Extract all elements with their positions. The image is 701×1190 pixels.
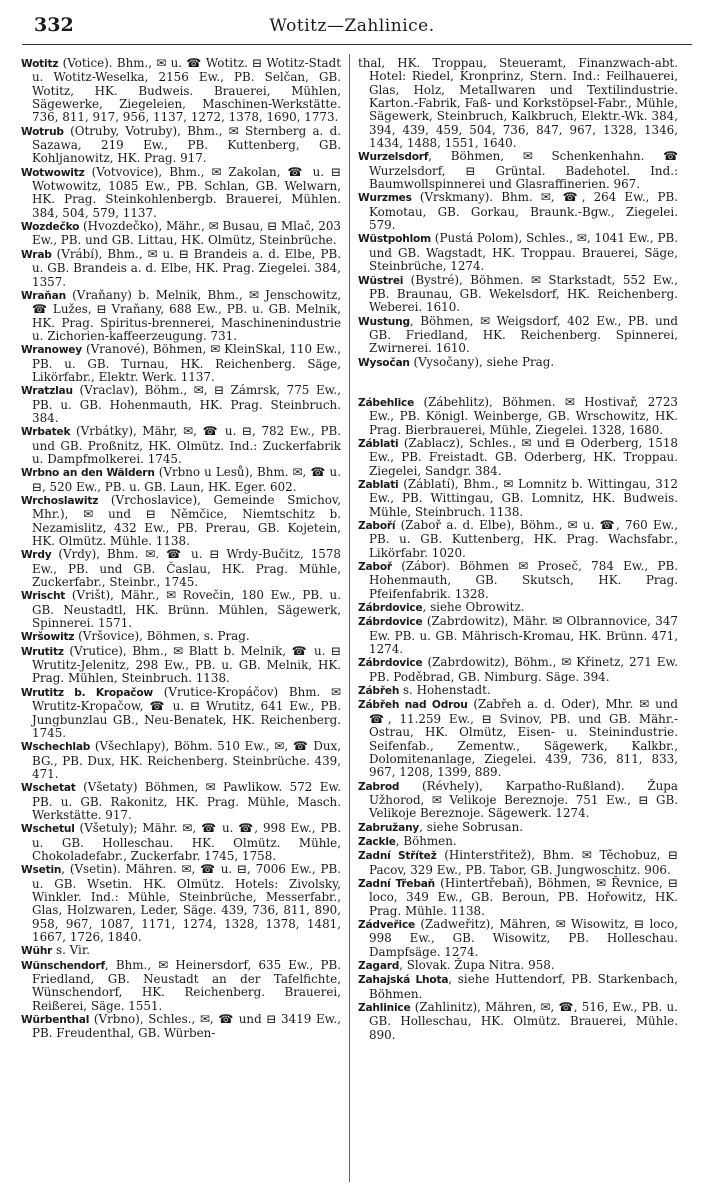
gazetteer-entry bbox=[21, 343, 341, 384]
gazetteer-entry bbox=[21, 1013, 341, 1041]
page-header bbox=[32, 14, 672, 40]
entry-text: (Záblatí), Bhm., ✉ Lomnitz b. Wittingau, 312 Ew., PB. Wittingau, GB. Lomnitz, HK. Budweis. Mühle, Steinbruch. 1138. bbox=[369, 476, 678, 519]
gazetteer-entry bbox=[21, 630, 341, 644]
entry-headword: Zadní Střítež bbox=[358, 850, 437, 863]
entry-text: (Votice). Bhm., ✉ u. ☎ Wotitz. ⊟ Wotitz-Stadt u. Wotitz-Weselka, 2156 Ew., PB. Selčan, GB. Wotitz, HK. Budweis. Brauerei, Mühlen, Sägewerke, Ziegeleien, Maschinen-Werkstätte. 736, 811, 917, 956, 1137, 1272, 1378, 1690, 1773. bbox=[32, 56, 341, 125]
gazetteer-entry bbox=[358, 560, 678, 601]
entry-text: (Vrutice), Bhm., ✉ Blatt b. Melnik, ☎ u. ⊟ Wrutitz-Jelenitz, 298 Ew., PB. u. GB. Melnik, HK. Prag. Mühlen, Steinbruch. 1138. bbox=[32, 643, 341, 686]
entry-text: s. Hohenstadt. bbox=[399, 683, 491, 698]
entry-text: (Zaboř a. d. Elbe), Böhm., ✉ u. ☎, 760 Ew., PB. u. GB. Kuttenberg, HK. Prag. Wachsfabr., Likörfabr. 1020. bbox=[369, 518, 678, 560]
gazetteer-entry bbox=[21, 289, 341, 343]
entry-headword: Wünschendorf bbox=[21, 959, 105, 972]
entry-headword: Zaboř bbox=[358, 561, 392, 574]
entry-headword: Wranowey bbox=[21, 344, 82, 357]
gazetteer-entry bbox=[21, 125, 341, 166]
entry-headword: Wrutitz b. Kropačow bbox=[21, 686, 154, 699]
entry-headword: Wrdy bbox=[21, 549, 52, 562]
entry-text: (Révhely), Karpatho-Rußland). Župa Užhorod, ✉ Velikoje Bereznoje. 751 Ew., ⊟ GB. Velikoje Bereznoje. Sägewerk. 1274. bbox=[369, 778, 678, 821]
entry-text: (Vrdy), Bhm. ✉. ☎ u. ⊟ Wrdy-Bučitz, 1578 Ew., PB. und GB. Časlau, HK. Prag. Mühle, Zuckerfabr., Steinbr., 1745. bbox=[32, 547, 341, 590]
gazetteer-entry bbox=[358, 232, 678, 273]
gazetteer-entry bbox=[358, 57, 678, 150]
gazetteer-entry bbox=[358, 918, 678, 959]
entry-headword: Wysočan bbox=[358, 356, 410, 369]
entry-headword: Zahajská Lhota bbox=[358, 974, 449, 987]
gazetteer-entry bbox=[358, 615, 678, 656]
gazetteer-entry bbox=[21, 384, 341, 425]
entry-headword: Wršowitz bbox=[21, 631, 75, 644]
gazetteer-entry bbox=[21, 645, 341, 686]
gazetteer-entry bbox=[358, 877, 678, 918]
entry-text: (Vrskmany). Bhm. ✉, ☎, 264 Ew., PB. Komotau, GB. Gorkau, Braunk.-Bgw., Ziegelei. 579. bbox=[369, 190, 678, 233]
entry-headword: Zaboří bbox=[358, 520, 396, 532]
entry-text: (Zabrdowitz), Böhm., ✉ Křinetz, 271 Ew. PB. Poděbrad, GB. Nimburg. Säge. 394. bbox=[369, 655, 678, 684]
right-column bbox=[358, 57, 678, 1042]
column-divider bbox=[349, 54, 350, 1182]
entry-headword: Wozdečko bbox=[21, 221, 80, 234]
entry-text: (Zabrdowitz), Mähr. ✉ Olbrannovice, 347 Ew. PB. u. GB. Mährisch-Kromau, HK. Brünn. 471, 1274. bbox=[369, 614, 678, 657]
entry-headword: Wschetat bbox=[21, 782, 76, 795]
gazetteer-entry bbox=[21, 166, 341, 220]
gazetteer-entry bbox=[358, 478, 678, 519]
entry-headword: Wraňan bbox=[21, 289, 66, 302]
entry-headword: Wratzlau bbox=[21, 385, 73, 398]
entry-text: (Všetuly); Mähr. ✉, ☎ u. ☎, 998 Ew., PB. u. GB. Holleschau. HK. Olmütz. Mühle, Chokoladefabr., Zuckerfabr. 1745, 1758. bbox=[32, 821, 341, 863]
gazetteer-entry bbox=[358, 959, 678, 973]
entry-headword: Wsetin bbox=[21, 864, 62, 877]
entry-headword: Wrutitz bbox=[21, 645, 64, 658]
entry-headword: Wüstpohlom bbox=[358, 233, 431, 246]
entry-headword: Wrbatek bbox=[21, 426, 71, 439]
entry-text: (Vrbno u Lesů), Bhm. ✉, ☎ u. ⊟, 520 Ew., PB. u. GB. Laun, HK. Eger. 602. bbox=[32, 465, 341, 494]
gazetteer-entry bbox=[21, 822, 341, 863]
entry-headword: Wrbno an den Wäldern bbox=[21, 467, 155, 480]
entry-text: , siehe Obrowitz. bbox=[422, 600, 525, 615]
entry-text: (Zadweřitz), Mähren, ✉ Wisowitz, ⊟ loco, 998 Ew., GB. Wisowitz, PB. Holleschau. Dampfsäge. 1274. bbox=[369, 916, 678, 959]
entry-text: , Bhm., ✉ Heinersdorf, 635 Ew., PB. Friedland, GB. Neustadt an der Tafelfichte, Wünschendorf, HK. Reichenberg. Brauerei, Reißerei, Säge. 1551. bbox=[32, 957, 341, 1013]
gazetteer-entry bbox=[21, 781, 341, 822]
entry-headword: Zabrod bbox=[358, 780, 400, 793]
gazetteer-entry bbox=[358, 601, 678, 615]
gazetteer-entry bbox=[358, 356, 678, 370]
entry-headword: Wotwowitz bbox=[21, 166, 85, 179]
gazetteer-entry bbox=[358, 396, 678, 437]
entry-text: thal, HK. Troppau, Steueramt, Finanzwach-abt. Hotel: Riedel, Kronprinz, Stern. Ind.: Feilhauerei, Glas, Holz, Metallwaren und Textilindustrie. Karton.-Fabrik, Faß- und Korkstöpsel-Fabr., Mühle, Sägewerk, Steinbruch, Kalkbruch, Elektr.-Wk. 384, 394, 439, 459, 504, 736, 847, 967, 1328, 1346, 1434, 1488, 1551, 1640. bbox=[358, 56, 678, 151]
entry-text: (Zábehlitz), Böhmen. ✉ Hostivař, 2723 Ew., PB. Königl. Weinberge, GB. Wrschowitz, HK. Prag. Bierbrauerei, Mühle, Ziegelei. 1328, 1680. bbox=[369, 394, 678, 437]
entry-text: s. Vir. bbox=[52, 943, 90, 958]
gazetteer-entry bbox=[21, 57, 341, 125]
entry-text: , siehe Sobrusan. bbox=[419, 819, 524, 834]
gazetteer-entry bbox=[358, 684, 678, 698]
entry-text: (Zablacz), Schles., ✉ und ⊟ Oderberg, 1518 Ew., PB. Freistadt. GB. Oderberg, HK. Troppau. Ziegelei, Sandgr. 384. bbox=[369, 435, 678, 478]
gazetteer-entry bbox=[21, 863, 341, 944]
entry-headword: Wrab bbox=[21, 248, 52, 261]
entry-text: (Vrbátky), Mähr, ✉, ☎ u. ⊟, 782 Ew., PB. und GB. Proßnitz, HK. Olmütz. Ind.: Zuckerfabrik u. Dampfmolkerei. 1745. bbox=[32, 424, 341, 466]
left-column bbox=[21, 57, 341, 1041]
entry-text: (Hvozdečko), Mähr., ✉ Busau, ⊟ Mlač, 203 Ew., PB. und GB. Littau, HK. Olmütz, Steinbrüche. bbox=[32, 219, 341, 248]
entry-headword: Zackle bbox=[358, 835, 396, 848]
entry-headword: Zablati bbox=[358, 478, 399, 491]
entry-text: , Böhmen, ✉ Schenkenhahn. ☎ Wurzelsdorf, ⊟ Grüntal. Badehotel. Ind.: Baumwollspinnerei und Glasraffinerien. 967. bbox=[369, 149, 678, 192]
header-rule bbox=[22, 44, 692, 45]
gazetteer-entry bbox=[358, 191, 678, 232]
gazetteer-entry bbox=[21, 589, 341, 630]
entry-text: (Vranové), Böhmen, ✉ KleinSkal, 110 Ew., PB. u. GB. Turnau, HK. Reichenberg. Säge, Likörfabr., Elektr. Werk. 1137. bbox=[32, 342, 341, 384]
gazetteer-entry bbox=[21, 466, 341, 494]
gazetteer-entry bbox=[358, 698, 678, 779]
entry-text: (Vrchoslavice), Gemeinde Smichov, Mhr.), ✉ und ⊟ Němčice, Niemtschitz b. Nezamislitz, 432 Ew., PB. Prerau, GB. Kojetein, HK. Olmütz. Mühle. 1138. bbox=[32, 493, 341, 549]
gazetteer-entry bbox=[358, 849, 678, 877]
section-gap bbox=[358, 370, 678, 383]
gazetteer-entry bbox=[358, 780, 678, 821]
gazetteer-entry bbox=[358, 973, 678, 1001]
entry-text: (Pustá Polom), Schles., ✉, 1041 Ew., PB. und GB. Wagstadt, HK. Troppau. Brauerei, Säge, Steinbrüche, 1274. bbox=[369, 231, 678, 274]
entry-text: (Vrišt), Mähr., ✉ Rovečin, 180 Ew., PB. u. GB. Neustadtl, HK. Brünn. Mühlen, Sägewerk, Spinnerei. 1571. bbox=[32, 588, 341, 631]
entry-text: (Otruby, Votruby), Bhm., ✉ Sternberg a. d. Sazawa, 219 Ew., PB. Kuttenberg, GB. Kohljanowitz, HK. Prag. 917. bbox=[32, 123, 341, 166]
gazetteer-entry bbox=[358, 656, 678, 684]
page-number: 332 bbox=[34, 14, 74, 36]
entry-text: (Vysočany), siehe Prag. bbox=[409, 354, 555, 369]
entry-headword: Wotitz bbox=[21, 58, 59, 70]
entry-text: (Hinterstřitež), Bhm. ✉ Těchobuz, ⊟ Pacov, 329 Ew., PB. Tabor, GB. Jungwoschitz. 906. bbox=[369, 848, 678, 877]
gazetteer-entry bbox=[358, 519, 678, 560]
entry-text: (Vraňany) b. Melnik, Bhm., ✉ Jenschowitz, ☎ Lužes, ⊟ Vraňany, 688 Ew., PB. u. GB. Melnik, HK. Prag. Spiritus-brennerei, Maschinenindustrie u. Zichorien-kaffeerzeugung. 731. bbox=[32, 287, 341, 343]
gazetteer-entry bbox=[21, 220, 341, 248]
entry-headword: Wüstrei bbox=[358, 274, 404, 287]
entry-headword: Wurzelsdorf bbox=[358, 151, 429, 164]
gazetteer-entry bbox=[21, 425, 341, 466]
entry-headword: Wrchoslawitz bbox=[21, 495, 99, 507]
entry-text: (Vraclav), Böhm., ✉, ⊟ Zámrsk, 775 Ew., PB. u. GB. Hohenmauth, HK. Prag. Steinbruch. 384. bbox=[32, 383, 341, 425]
gazetteer-entry bbox=[358, 835, 678, 849]
gazetteer-entry bbox=[358, 150, 678, 191]
entry-text: (Všechlapy), Böhm. 510 Ew., ✉, ☎ Dux, BG., PB. Dux, HK. Reichenberg. Steinbrüche. 439, 471. bbox=[32, 739, 341, 781]
entry-headword: Zadní Třebaň bbox=[358, 877, 436, 890]
entry-headword: Wustung bbox=[358, 315, 410, 328]
entry-text: (Vršovice), Böhmen, s. Prag. bbox=[74, 629, 250, 644]
entry-headword: Zábrdovice bbox=[358, 616, 423, 629]
gazetteer-entry bbox=[358, 274, 678, 315]
entry-headword: Zábrdovice bbox=[358, 657, 423, 670]
entry-text: (Zabřeh a. d. Oder), Mhr. ✉ und ☎, 11.259 Ew., ⊟ Svinov, PB. und GB. Mähr.-Ostrau, HK. Olmütz, Eisen- u. Steinindustrie. Seifenfab., Zementw., Sägewerk, Kalkbr., Dolomitenanlage, Ziegelei. 439, 736, 811, 833, 967, 1208, 1399, 889. bbox=[369, 697, 678, 780]
entry-headword: Wrischt bbox=[21, 590, 66, 603]
entry-headword: Zahlinice bbox=[358, 1002, 411, 1015]
entry-text: (Vrbno), Schles., ✉, ☎ und ⊟ 3419 Ew., PB. Freudenthal, GB. Würben- bbox=[32, 1012, 341, 1041]
entry-headword: Würbenthal bbox=[21, 1014, 90, 1027]
entry-text: , Böhmen, ✉ Weigsdorf, 402 Ew., PB. und GB. Friedland, HK. Reichenberg. Spinnerei, Zwirnerei. 1610. bbox=[369, 313, 678, 356]
entry-text: , Slovak. Župa Nitra. 958. bbox=[399, 958, 555, 972]
entry-headword: Zábrdovice bbox=[358, 602, 423, 615]
entry-headword: Wurzmes bbox=[358, 192, 412, 205]
entry-headword: Zagard bbox=[358, 960, 400, 972]
entry-text: (Vrábí), Bhm., ✉ u. ⊟ Brandeis a. d. Elbe, PB. u. GB. Brandeis a. d. Elbe, HK. Prag. Ziegelei. 384, 1357. bbox=[32, 246, 341, 289]
entry-text: (Votvovice), Bhm., ✉ Zakolan, ☎ u. ⊟ Wotwowitz, 1085 Ew., PB. Schlan, GB. Welwarn, HK. Prag. Steinkohlenbergb. Brauerei, Mühlen. 384, 504, 579, 1137. bbox=[32, 164, 341, 220]
gazetteer-entry bbox=[21, 686, 341, 740]
entry-text: (Bystré), Böhmen. ✉ Starkstadt, 552 Ew., PB. Braunau, GB. Wekelsdorf, HK. Reichenberg. Weberei. 1610. bbox=[369, 272, 678, 315]
entry-headword: Wotrub bbox=[21, 125, 64, 138]
gazetteer-entry bbox=[21, 548, 341, 589]
entry-text: , Böhmen. bbox=[395, 833, 457, 848]
gazetteer-entry bbox=[21, 944, 341, 958]
entry-text: (Zábor). Böhmen ✉ Proseč, 784 Ew., PB. Hohenmauth, GB. Skutsch, HK. Prag. Pfeifenfabrik. 1328. bbox=[369, 559, 678, 601]
entry-headword: Wschetul bbox=[21, 823, 75, 836]
entry-text: (Zahlinitz), Mähren, ✉, ☎, 516, Ew., PB. u. GB. Holleschau, HK. Olmütz. Brauerei, Mühle. 890. bbox=[369, 1000, 678, 1042]
entry-text: , (Vsetin). Mähren. ✉, ☎ u. ⊟, 7006 Ew., PB. u. GB. Wsetin. HK. Olmütz. Hotels: Zivolsky, Winkler. Ind.: Mühle, Steinbrüche, Messerfabr., Glas, Holzwaren, Leder, Säge. 439, 736, 811, 890, 958, 967, 1087, 1171, 1274, 1328, 1378, 1481, 1667, 1726, 1840. bbox=[32, 862, 341, 944]
gazetteer-entry bbox=[21, 248, 341, 289]
entry-text: (Vrutice-Kropáčov) Bhm. ✉ Wrutitz-Kropačow, ☎ u. ⊟ Wrutitz, 641 Ew., PB. Jungbunzlau GB., Neu-Benatek, HK. Reichenberg. 1745. bbox=[32, 684, 341, 740]
gazetteer-entry bbox=[358, 315, 678, 356]
page-title: Wotitz—Zahlinice. bbox=[269, 16, 435, 36]
entry-text: (Všetaty) Böhmen, ✉ Pawlikow. 572 Ew. PB. u. GB. Rakonitz, HK. Prag. Mühle, Masch. Werkstätte. 917. bbox=[32, 780, 341, 822]
gazetteer-entry bbox=[358, 1001, 678, 1042]
entry-headword: Zádveřice bbox=[358, 918, 416, 931]
entry-headword: Zábřeh nad Odrou bbox=[358, 699, 468, 712]
gazetteer-entry bbox=[21, 959, 341, 1013]
entry-headword: Wschechlab bbox=[21, 741, 91, 754]
gazetteer-entry bbox=[358, 821, 678, 835]
entry-text: (Hintertřebaň), Böhmen, ✉ Řevnice, ⊟ loco, 349 Ew., GB. Beroun, PB. Hořowitz, HK. Prag. Mühle. 1138. bbox=[369, 875, 678, 918]
entry-headword: Zábehlice bbox=[358, 396, 415, 409]
entry-headword: Záblati bbox=[358, 437, 399, 450]
gazetteer-entry bbox=[21, 740, 341, 781]
gazetteer-entry bbox=[358, 437, 678, 478]
entry-headword: Zábřeh bbox=[358, 685, 400, 698]
entry-text: , siehe Huttendorf, PB. Starkenbach, Böhmen. bbox=[369, 972, 678, 1001]
gazetteer-entry bbox=[21, 494, 341, 548]
entry-headword: Zabružany bbox=[358, 821, 420, 834]
entry-headword: Wühr bbox=[21, 945, 53, 958]
